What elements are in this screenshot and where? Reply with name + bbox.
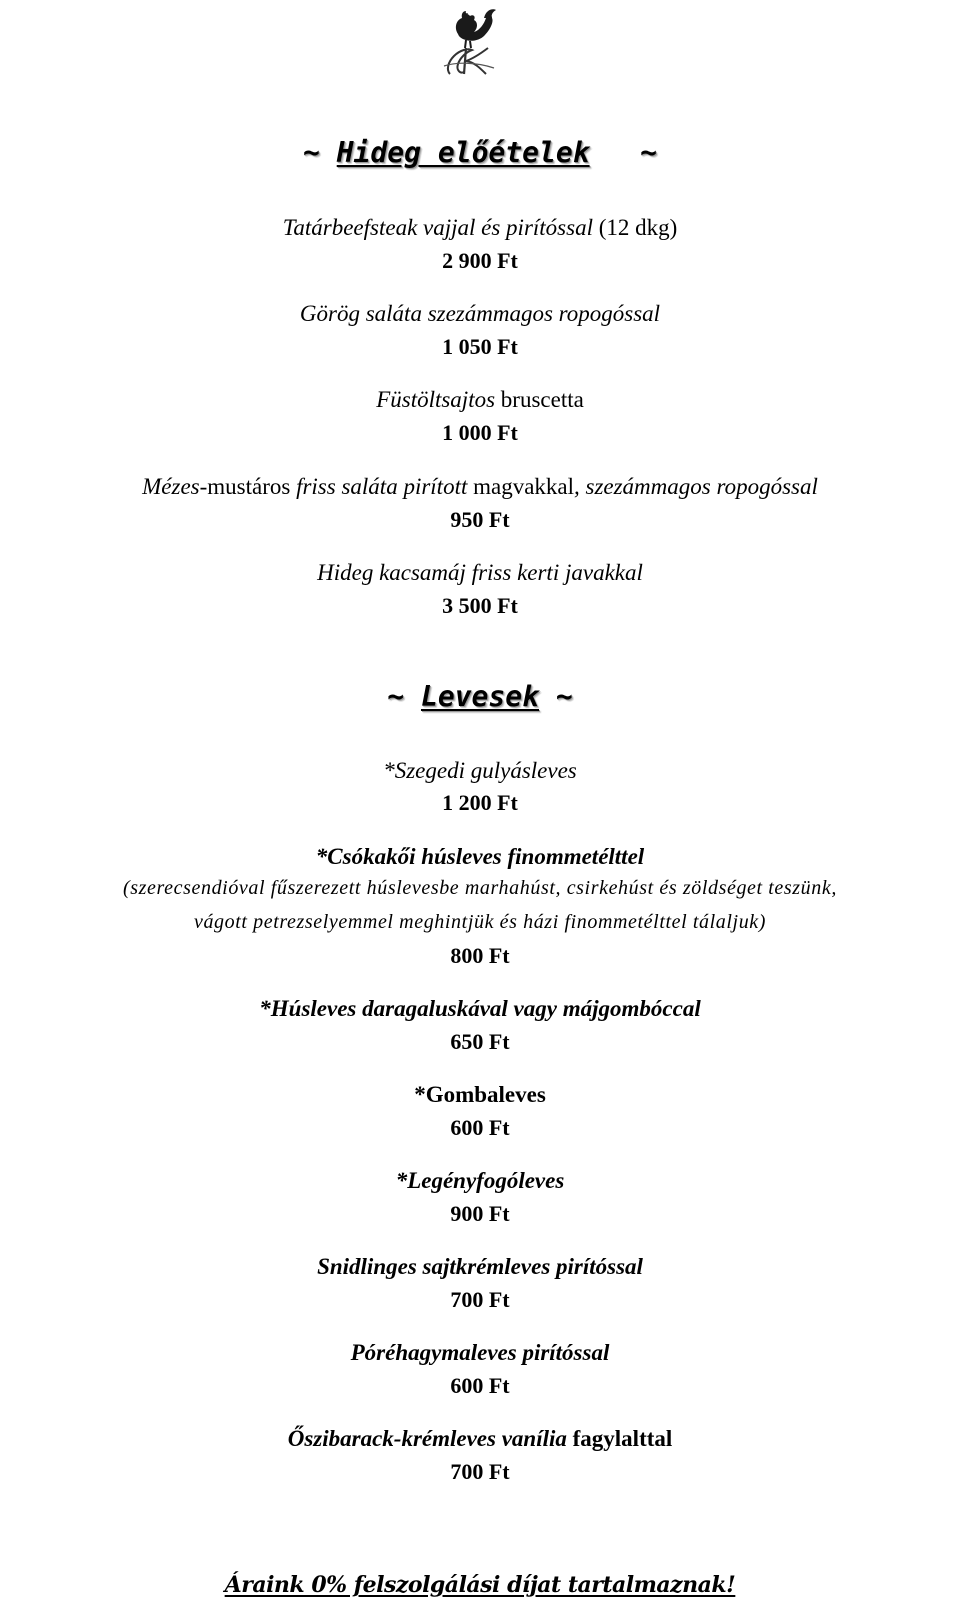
dish-name: *Csókakői húsleves finommetélttel bbox=[315, 844, 645, 869]
dish-price: 3 500 Ft bbox=[442, 593, 518, 618]
dish-name: Mézes-mustáros friss saláta pirított magvakkal, szezámmagos ropogóssal bbox=[142, 474, 818, 499]
dish-name: Hideg kacsamáj friss kerti javakkal bbox=[317, 560, 643, 585]
dish-price: 600 Ft bbox=[450, 1115, 510, 1140]
dish-name: Őszibarack-krémleves vanília fagylalttal bbox=[287, 1426, 673, 1451]
dish-name: *Legényfogóleves bbox=[395, 1168, 565, 1193]
dish-description: (szerecsendióval fűszerezett húslevesbe marhahúst, csirkehúst és zöldséget teszünk, bbox=[123, 877, 837, 899]
dish-name: *Húsleves daragaluskával vagy májgombóccal bbox=[259, 996, 701, 1021]
dish-price: 650 Ft bbox=[450, 1029, 510, 1054]
dish-price: 950 Ft bbox=[450, 507, 510, 532]
dish-price: 800 Ft bbox=[450, 943, 510, 968]
dish-price: 1 000 Ft bbox=[442, 420, 518, 445]
dish-price: 700 Ft bbox=[450, 1459, 510, 1484]
dish-name: Tatárbeefsteak vajjal és pirítóssal (12 dkg) bbox=[282, 215, 678, 240]
dish-name: Füstöltsajtos bruscetta bbox=[376, 387, 584, 412]
dish-price: 1 200 Ft bbox=[442, 790, 518, 815]
dish-description: vágott petrezselyemmel meghintjük és házi finommetélttel tálaljuk) bbox=[193, 911, 767, 933]
dish-name: Snidlinges sajtkrémleves pirítóssal bbox=[317, 1254, 643, 1279]
dish-price: 600 Ft bbox=[450, 1373, 510, 1398]
dish-name: Görög saláta szezámmagos ropogóssal bbox=[299, 301, 661, 326]
dish-name: *Gombaleves bbox=[414, 1082, 546, 1107]
dish-name: *Szegedi gulyásleves bbox=[383, 758, 577, 783]
section-title-cold-starters: ~ Hideg előételek ~ bbox=[302, 136, 658, 169]
rooster-k-monogram-icon bbox=[436, 4, 502, 76]
dish-price: 900 Ft bbox=[450, 1201, 510, 1226]
dish-price: 700 Ft bbox=[450, 1287, 510, 1312]
dish-price: 1 050 Ft bbox=[442, 334, 518, 359]
dish-price: 2 900 Ft bbox=[442, 248, 518, 273]
dish-name: Póréhagymaleves pirítóssal bbox=[350, 1340, 610, 1365]
section-title-soups: ~ Levesek ~ bbox=[387, 680, 573, 713]
service-charge-note: Áraink 0% felszolgálási díjat tartalmaznak! bbox=[224, 1572, 736, 1598]
